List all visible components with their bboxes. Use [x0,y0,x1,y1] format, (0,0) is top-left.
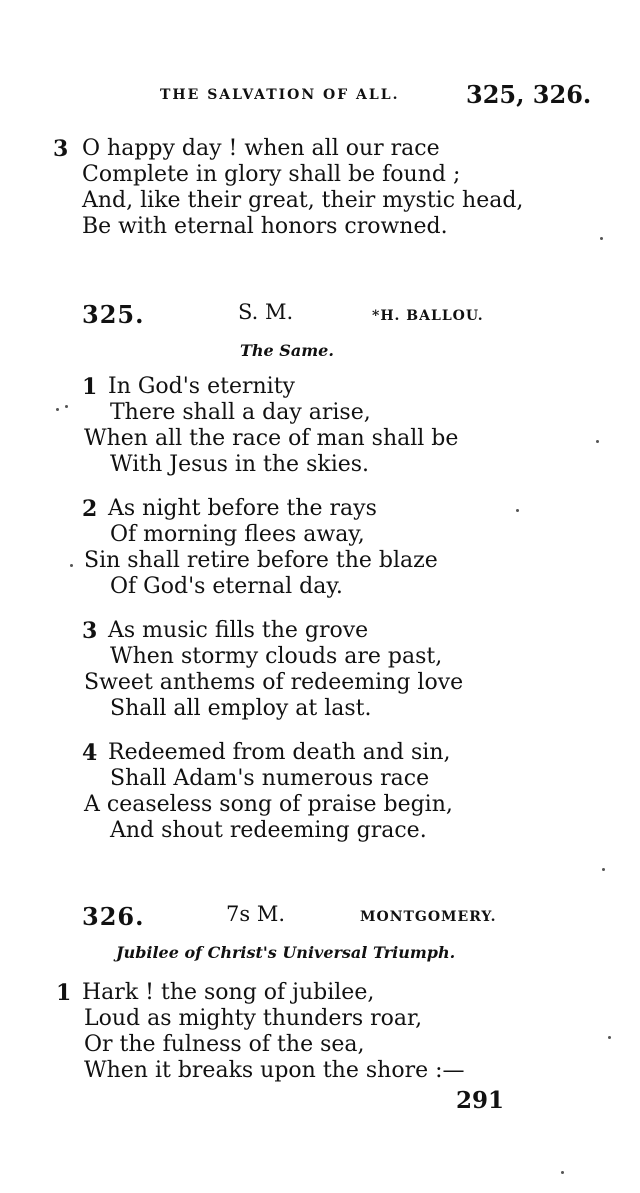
hymn-meter: S. M. [238,300,294,324]
stanza-number: 2 [82,496,98,522]
hymn-author: MONTGOMERY. [360,909,497,925]
verse-line: Redeemed from death and sin, [108,740,451,765]
verse-line: Shall Adam's numerous race [110,766,430,791]
verse-line: Be with eternal honors crowned. [82,214,448,239]
hymn-number: 326. [82,902,145,931]
verse-line: With Jesus in the skies. [110,452,370,477]
verse-line: Of God's eternal day. [110,574,343,599]
print-speck [561,1171,564,1174]
verse-line: A ceaseless song of praise begin, [84,792,453,817]
verse-line: Of morning flees away, [110,522,365,547]
print-speck [65,405,68,408]
hymn-range: 325, 326. [466,80,592,109]
running-title: THE SALVATION OF ALL. [160,87,400,103]
hymn-author: *H. BALLOU. [372,308,484,324]
verse-line: There shall a day arise, [110,400,371,425]
print-speck [70,564,73,567]
verse-line: As night before the rays [108,496,377,521]
verse-line: Loud as mighty thunders roar, [84,1006,423,1031]
stanza-number: 1 [56,980,72,1006]
verse-line: And shout redeeming grace. [110,818,427,843]
verse-line: Sweet anthems of redeeming love [84,670,464,695]
print-speck [56,408,59,411]
verse-line: Complete in glory shall be found ; [82,162,461,187]
verse-line: O happy day ! when all our race [82,136,440,161]
hymn-subtitle: Jubilee of Christ's Universal Triumph. [116,943,456,962]
hymn-subtitle: The Same. [240,341,334,360]
stanza-number: 3 [53,136,69,162]
print-speck [600,237,603,240]
stanza-number: 4 [82,740,98,766]
verse-line: Hark ! the song of jubilee, [82,980,375,1005]
verse-line: When stormy clouds are past, [110,644,443,669]
print-speck [602,868,605,871]
verse-line: Or the fulness of the sea, [84,1032,365,1057]
print-speck [608,1036,611,1039]
page-number: 291 [456,1087,505,1114]
stanza-number: 1 [82,374,98,400]
verse-line: When all the race of man shall be [84,426,459,451]
verse-line: Sin shall retire before the blaze [84,548,438,573]
print-speck [596,440,599,443]
verse-line: In God's eternity [108,374,295,399]
stanza-number: 3 [82,618,98,644]
verse-line: As music fills the grove [108,618,369,643]
verse-line: Shall all employ at last. [110,696,372,721]
print-speck [516,509,519,512]
verse-line: When it breaks upon the shore :— [84,1058,465,1083]
hymn-meter: 7s M. [226,902,285,926]
verse-line: And, like their great, their mystic head, [82,188,524,213]
hymn-number: 325. [82,300,145,329]
